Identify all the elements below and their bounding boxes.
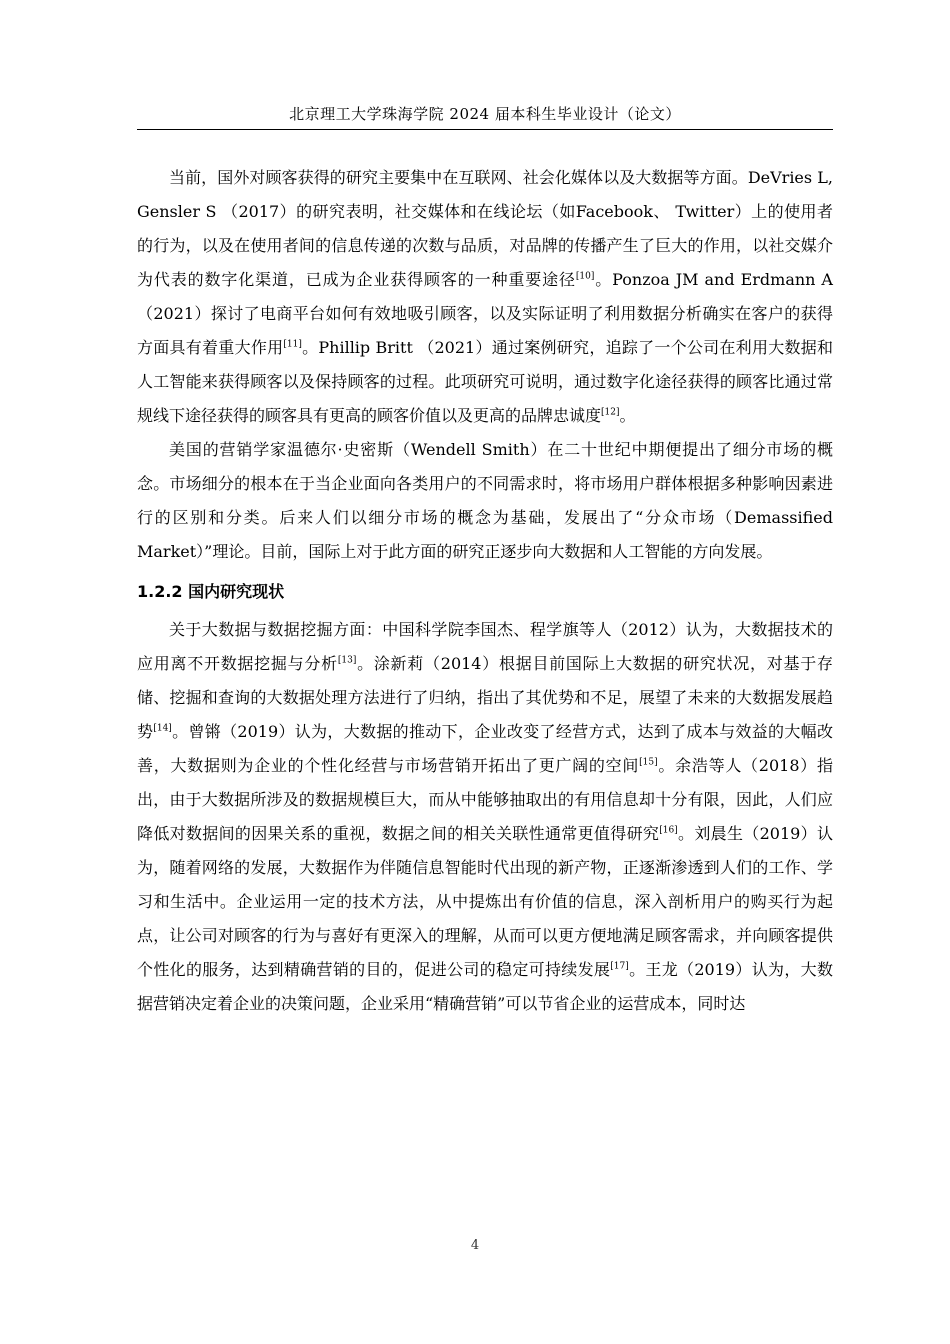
text-run: 。Ponzoa JM and Erdmann A （2021）探讨了电商平台如何有效地吸引顾客，以及实际证明了利用数据分析确实在客户的获得方面具有着重大作用 xyxy=(137,270,833,357)
citation-15: [15] xyxy=(639,757,658,768)
text-run: 当前，国外对顾客获得的研究主要集中在互联网、社会化媒体以及大数据等方面。DeVries L, Gensler S （2017）的研究表明，社交媒体和在线论坛（如Facebook、 Twitter）上的使用者的行为，以及在使用者间的信息传递的次数与品质，对品牌的传播产生了巨大的作用，以社交媒介为代表的数字化渠道，已成为企业获得顾客的一种重要途径 xyxy=(137,168,833,289)
citation-11: [11] xyxy=(283,339,302,350)
header-rule xyxy=(137,129,833,130)
citation-14: [14] xyxy=(153,723,172,734)
paragraph-market-segmentation: 美国的营销学家温德尔·史密斯（Wendell Smith）在二十世纪中期便提出了细分市场的概念。市场细分的根本在于当企业面向各类用户的不同需求时，将市场用户群体根据多种影响因素进行的区别和分类。后来人们以细分市场的概念为基础，发展出了“分众市场（Demassified Market）”理论。目前，国际上对于此方面的研究正逐步向大数据和人工智能的方向发展。 xyxy=(137,440,833,561)
text-run: 。涂新莉（2014）根据目前国际上大数据的研究状况，对基于存储、挖掘和查询的大数据处理方法进行了归纳，指出了其优势和不足，展望了未来的大数据发展趋势 xyxy=(137,654,833,741)
text-run: 。Phillip Britt （2021）通过案例研究，追踪了一个公司在利用大数据和人工智能来获得顾客以及保持顾客的过程。此项研究可说明，通过数字化途径获得的顾客比通过常规线下途径获得的顾客具有更高的顾客价值以及更高的品牌忠诚度 xyxy=(137,338,833,425)
citation-12: [12] xyxy=(601,407,620,418)
section-heading: 1.2.2 国内研究现状 xyxy=(137,582,285,601)
text-run: 。余浩等人（2018）指出，由于大数据所涉及的数据规模巨大，而从中能够抽取出的有用信息却十分有限，因此，人们应降低对数据间的因果关系的重视，数据之间的相关关联性通常更值得研究 xyxy=(137,756,833,843)
text-run: 。曾锵（2019）认为，大数据的推动下，企业改变了经营方式，达到了成本与效益的大幅改善，大数据则为企业的个性化经营与市场营销开拓出了更广阔的空间 xyxy=(137,722,833,775)
citation-13: [13] xyxy=(337,655,357,666)
citation-10: [10] xyxy=(575,271,595,282)
paragraph-foreign-research xyxy=(137,161,833,433)
citation-17: [17] xyxy=(610,961,629,972)
page-header: 北京理工大学珠海学院 2024 届本科生毕业设计（论文） xyxy=(289,105,681,123)
page-number: 4 xyxy=(470,1238,480,1253)
text-run: 。 xyxy=(619,406,636,425)
text-run: 。刘晨生（2019）认为，随着网络的发展，大数据作为伴随信息智能时代出现的新产物，正逐渐渗透到人们的工作、学习和生活中。企业运用一定的技术方法，从中提炼出有价值的信息，深入剖析用户的购买行为起点，让公司对顾客的行为与喜好有更深入的理解，从而可以更方便地满足顾客需求，并向顾客提供个性化的服务，达到精确营销的目的，促进公司的稳定可持续发展 xyxy=(137,824,833,979)
text-run: 。王龙（2019）认为，大数据营销决定着企业的决策问题，企业采用“精确营销”可以节省企业的运营成本，同时达 xyxy=(137,960,833,1013)
paragraph-domestic-research xyxy=(137,613,833,1021)
body-text xyxy=(137,161,833,1021)
text-run: 关于大数据与数据挖掘方面：中国科学院李国杰、程学旗等人（2012）认为，大数据技术的应用离不开数据挖掘与分析 xyxy=(137,620,833,673)
citation-16: [16] xyxy=(659,825,678,836)
